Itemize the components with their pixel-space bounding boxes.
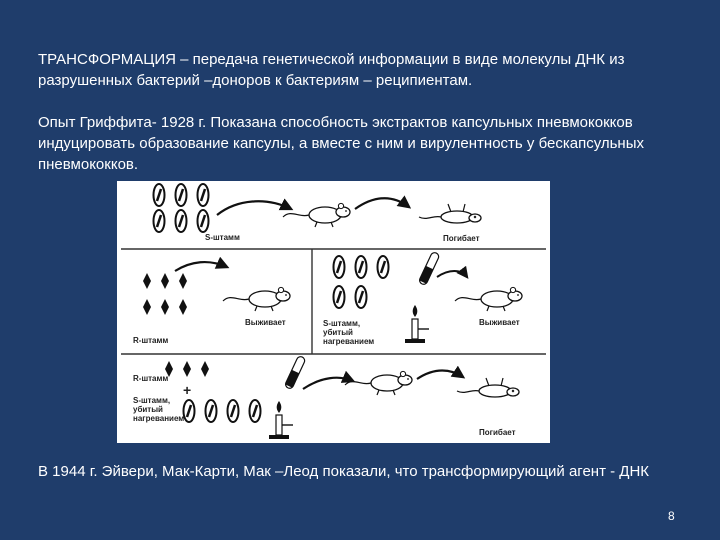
s-strain-bacteria: [154, 184, 209, 232]
dies-label-2: Погибает: [479, 428, 516, 437]
conclusion-paragraph: В 1944 г. Эйвери, Мак-Карти, Мак –Леод показали, что трансформирующий агент - ДНК: [38, 463, 650, 480]
dies-label-1: Погибает: [443, 234, 480, 243]
s-killed-label-b3: нагреванием: [133, 414, 185, 423]
s-killed-label-b1: S-штамм,: [133, 396, 171, 405]
s-strain-label: S-штамм: [205, 233, 240, 242]
s-killed-label-a1: S-штамм,: [323, 319, 361, 328]
page-number: 8: [668, 509, 675, 523]
plus-sign: +: [183, 382, 192, 398]
r-strain-label-2: R-штамм: [133, 374, 169, 383]
heat-killed-s-strain-bacteria: [334, 256, 389, 308]
s-killed-label-a3: нагреванием: [323, 337, 375, 346]
survives-label-2: Выживает: [479, 318, 520, 327]
experiment-paragraph: Опыт Гриффита- 1928 г. Показана способность экстрактов капсульных пневмококков индуцировать образование капсулы, а вместе с ним и вирулентность у бескапсульных пневмококков.: [38, 114, 644, 173]
r-strain-bacteria: [143, 273, 187, 315]
r-strain-label: R-штамм: [133, 336, 169, 345]
griffith-diagram: [117, 181, 550, 443]
griffith-experiment-figure: [117, 181, 550, 443]
s-killed-label-b2: убитый: [133, 405, 163, 414]
s-killed-label-a2: убитый: [323, 328, 353, 337]
definition-paragraph: ТРАНСФОРМАЦИЯ – передача генетической информации в виде молекулы ДНК из разрушенных бактерий –доноров к бактериям – реципиентам.: [38, 51, 625, 89]
r-strain-bacteria-2: [165, 361, 209, 377]
heat-killed-s-strain-bacteria-2: [184, 400, 261, 422]
survives-label-1: Выживает: [245, 318, 286, 327]
